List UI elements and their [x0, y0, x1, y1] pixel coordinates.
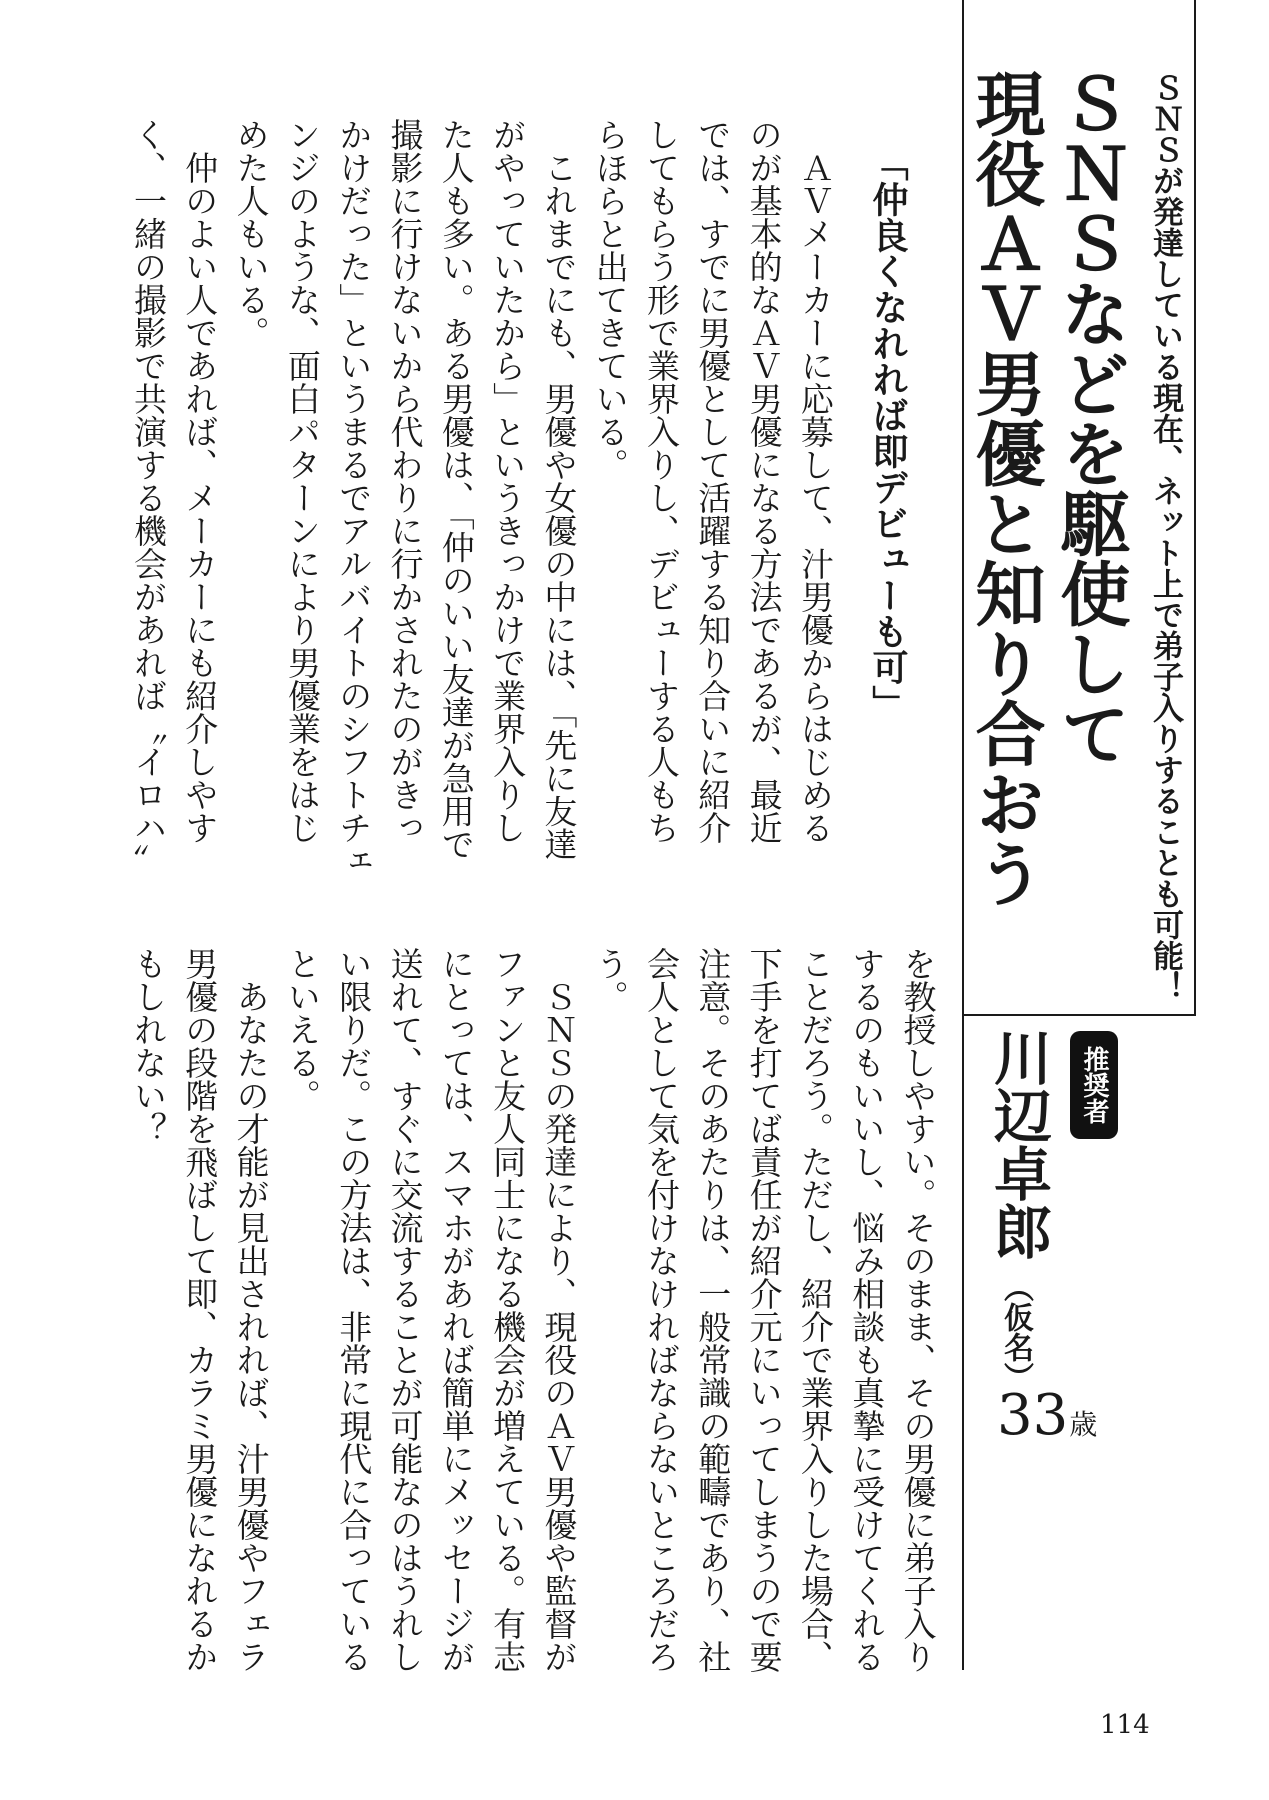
- subtitle-right-rule: [1194, 0, 1196, 1016]
- body-column: い限りだ。この方法は、非常に現代に合っている: [334, 947, 374, 1673]
- body-column: ことだろう。ただし、紹介で業界入りした場合、: [795, 947, 835, 1673]
- subtitle: ＳＮＳが発達している現在、ネット上で弟子入りすることも可能！: [1147, 72, 1183, 1002]
- body-column: 注意。そのあたりは、一般常識の範疇であり、社: [693, 947, 733, 1673]
- body-column: を教授しやすい。そのまま、その男優に弟子入り: [898, 947, 938, 1673]
- body-column: してもらう形で業界入りし、デビューする人もち: [642, 118, 681, 844]
- body-column: く、一緒の撮影で共演する機会があれば〝イロハ〟: [129, 118, 168, 877]
- body-column: のが基本的なＡＶ男優になる方法であるが、最近: [744, 118, 784, 844]
- body-column: 下手を打てば責任が紹介元にいってしまうので要: [744, 947, 784, 1673]
- body-column: これまでにも、男優や女優の中には、「先に友達: [539, 118, 579, 861]
- body-column: ＳＮＳの発達により、現役のＡＶ男優や監督が: [539, 947, 579, 1673]
- body-column: がやっていたから」というきっかけで業界入りし: [488, 118, 528, 844]
- age-unit: 歳: [1069, 1408, 1098, 1441]
- recommender-age: [997, 1383, 1098, 1448]
- body-column: といえる。: [282, 947, 322, 1112]
- body-column: らほらと出てきている。: [590, 118, 630, 481]
- body-column: 仲のよい人であれば、メーカーにも紹介しやす: [180, 118, 220, 844]
- recommender-badge: [1070, 1031, 1118, 1139]
- body-column: 送れて、すぐに交流することが可能なのはうれし: [385, 947, 425, 1673]
- body-column: ＡＶメーカーに応募して、汁男優からはじめる: [795, 118, 835, 844]
- body-column: するのもいいし、悩み相談も真摯に受けてくれる: [847, 947, 887, 1673]
- body-column: ファンと友人同士になる機会が増えている。有志: [488, 947, 528, 1673]
- recommender-badge-label: 推奨者: [1079, 1046, 1109, 1124]
- body-column: もしれない？: [129, 947, 168, 1145]
- recommender-name-note: （仮名）: [998, 1272, 1033, 1392]
- body-column: 撮影に行けないから代わりに行かされたのがきっ: [385, 118, 425, 844]
- header-bottom-rule: [962, 1014, 1196, 1016]
- body-column: あなたの才能が見出されれば、汁男優やフェラ: [231, 947, 271, 1673]
- page-number: 114: [1100, 1710, 1150, 1740]
- body-column: では、すでに男優として活躍する知り合いに紹介: [693, 118, 733, 844]
- article-heading: 「仲良くなれれば即デビューも可」: [867, 145, 908, 721]
- age-number: 33: [997, 1383, 1069, 1448]
- body-column: た人も多い。ある男優は、「仲のいい友達が急用で: [436, 118, 476, 861]
- title-line-1: ＳＮＳなどを駆使して: [1049, 68, 1131, 768]
- body-column: めた人もいる。: [231, 118, 271, 349]
- body-column: にとっては、スマホがあれば簡単にメッセージが: [436, 947, 476, 1673]
- body-column: ンジのような、面白パターンにより男優業をはじ: [282, 118, 322, 844]
- title-line-2: 現役ＡＶ男優と知り合おう: [964, 68, 1046, 908]
- body-column: 男優の段階を飛ばして即、カラミ男優になれるか: [180, 947, 220, 1673]
- recommender-name: 川辺卓郎: [984, 1028, 1052, 1260]
- body-column: う。: [590, 947, 630, 1013]
- body-column: 会人として気を付けなければならないところだろ: [642, 947, 681, 1673]
- body-column: かけだった」というまるでアルバイトのシフトチェ: [334, 118, 374, 877]
